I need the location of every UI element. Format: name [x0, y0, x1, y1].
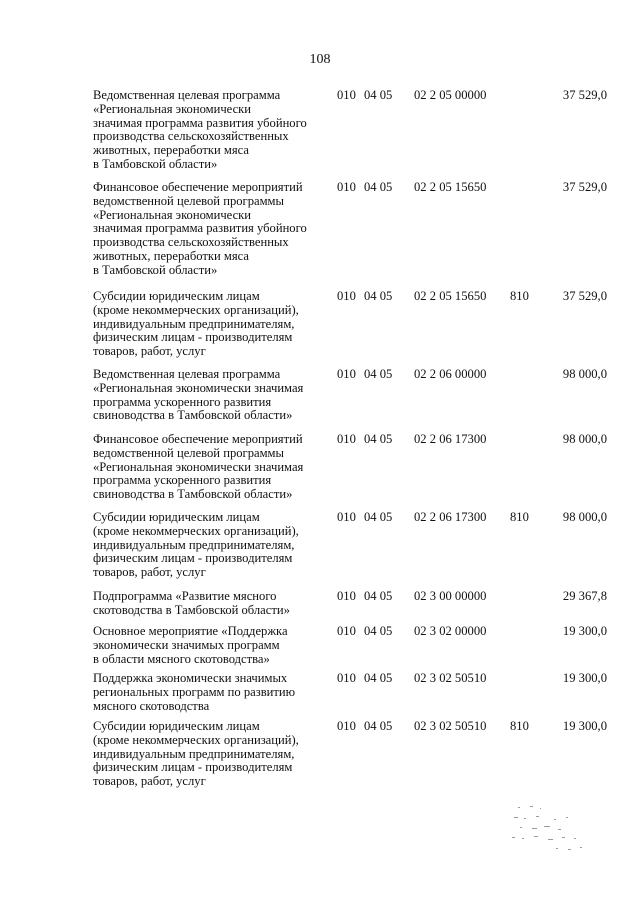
scan-noise-marks: [510, 803, 600, 863]
section-code: 04 05: [364, 719, 393, 733]
row-name-line: индивидуальным предпринимателям,: [93, 537, 295, 552]
program-code: 02 3 02 50510: [414, 719, 487, 733]
program-code: 02 2 06 00000: [414, 367, 487, 381]
row-name-line: физическим лицам - производителям: [93, 551, 293, 566]
row-name-line: Ведомственная целевая программа: [93, 367, 281, 381]
section-code: 04 05: [364, 510, 393, 524]
row-name-line: индивидуальным предпринимателям,: [93, 746, 295, 761]
amount: 37 529,0: [562, 180, 607, 194]
row-name: [93, 368, 331, 423]
row-name: [93, 433, 331, 502]
row-name-line: региональных программ по развитию: [93, 684, 296, 699]
row-name-line: производства сельскохозяйственных: [93, 129, 289, 144]
admin-code: 010: [337, 367, 356, 381]
admin-code: 010: [337, 88, 356, 102]
row-name: [93, 720, 331, 789]
page-number: 108: [309, 52, 331, 67]
admin-code: 010: [337, 180, 356, 194]
expense-type-code: 810: [510, 289, 529, 303]
amount: 19 300,0: [562, 671, 607, 685]
section-code: 04 05: [364, 88, 393, 102]
row-name-line: ведомственной целевой программы: [93, 445, 284, 460]
admin-code: 010: [337, 671, 356, 685]
row-name-line: Субсидии юридическим лицам: [93, 510, 260, 524]
row-name-line: физическим лицам - производителям: [93, 330, 293, 345]
amount: 98 000,0: [562, 510, 607, 524]
row-name-line: свиноводства в Тамбовской области»: [93, 487, 293, 502]
row-name-line: «Региональная экономически: [93, 207, 252, 222]
program-code: 02 2 05 15650: [414, 289, 487, 303]
section-code: 04 05: [364, 671, 393, 685]
row-name-line: в области мясного скотоводства»: [93, 651, 270, 666]
section-code: 04 05: [364, 624, 393, 638]
section-code: 04 05: [364, 432, 393, 446]
row-name-line: значимая программа развития убойного: [93, 115, 307, 130]
program-code: 02 3 02 50510: [414, 671, 487, 685]
row-name: [93, 290, 331, 359]
row-name-line: Субсидии юридическим лицам: [93, 719, 260, 733]
row-name: [93, 181, 331, 278]
program-code: 02 2 06 17300: [414, 510, 487, 524]
section-code: 04 05: [364, 367, 393, 381]
amount: 29 367,8: [562, 589, 607, 603]
section-code: 04 05: [364, 180, 393, 194]
row-name-line: индивидуальным предпринимателям,: [93, 316, 295, 331]
row-name-line: физическим лицам - производителям: [93, 760, 293, 775]
row-name-line: товаров, работ, услуг: [93, 774, 206, 789]
table-row: [0, 368, 640, 423]
table-row: [0, 672, 640, 713]
row-name-line: свиноводства в Тамбовской области»: [93, 408, 293, 423]
admin-code: 010: [337, 589, 356, 603]
table-row: [0, 625, 640, 666]
admin-code: 010: [337, 289, 356, 303]
row-name-line: (кроме некоммерческих организаций),: [93, 523, 299, 538]
row-name-line: Субсидии юридическим лицам: [93, 289, 260, 303]
table-row: [0, 433, 640, 502]
row-name-line: Основное мероприятие «Поддержка: [93, 624, 288, 638]
row-name-line: производства сельскохозяйственных: [93, 235, 289, 250]
program-code: 02 2 05 00000: [414, 88, 487, 102]
row-name-line: (кроме некоммерческих организаций),: [93, 302, 299, 317]
table-row: [0, 720, 640, 789]
row-name-line: животных, переработки мяса: [93, 248, 249, 263]
row-name-line: Финансовое обеспечение мероприятий: [93, 432, 303, 446]
row-name-line: животных, переработки мяса: [93, 143, 249, 158]
row-name-line: программа ускоренного развития: [93, 473, 272, 488]
amount: 37 529,0: [562, 88, 607, 102]
row-name-line: Поддержка экономически значимых: [93, 671, 288, 685]
row-name-line: мясного скотоводства: [93, 698, 210, 713]
row-name-line: товаров, работ, услуг: [93, 565, 206, 580]
row-name: [93, 89, 331, 172]
program-code: 02 2 06 17300: [414, 432, 487, 446]
row-name-line: «Региональная экономически значимая: [93, 459, 304, 474]
row-name: [93, 672, 331, 713]
row-name-line: Финансовое обеспечение мероприятий: [93, 180, 303, 194]
admin-code: 010: [337, 624, 356, 638]
row-name-line: экономически значимых программ: [93, 637, 280, 652]
program-code: 02 3 00 00000: [414, 589, 487, 603]
table-row: [0, 590, 640, 618]
row-name-line: скотоводства в Тамбовской области»: [93, 602, 290, 617]
amount: 98 000,0: [562, 367, 607, 381]
amount: 19 300,0: [562, 719, 607, 733]
table-row: [0, 511, 640, 580]
row-name: [93, 625, 331, 666]
row-name-line: значимая программа развития убойного: [93, 221, 307, 236]
section-code: 04 05: [364, 289, 393, 303]
row-name-line: «Региональная экономически: [93, 101, 252, 116]
row-name-line: программа ускоренного развития: [93, 394, 272, 409]
section-code: 04 05: [364, 589, 393, 603]
table-row: [0, 181, 640, 278]
row-name-line: Ведомственная целевая программа: [93, 88, 281, 102]
row-name-line: «Региональная экономически значимая: [93, 380, 304, 395]
amount: 19 300,0: [562, 624, 607, 638]
table-row: [0, 290, 640, 359]
expense-type-code: 810: [510, 719, 529, 733]
table-row: [0, 89, 640, 172]
amount: 37 529,0: [562, 289, 607, 303]
expense-type-code: 810: [510, 510, 529, 524]
program-code: 02 2 05 15650: [414, 180, 487, 194]
row-name-line: (кроме некоммерческих организаций),: [93, 732, 299, 747]
amount: 98 000,0: [562, 432, 607, 446]
admin-code: 010: [337, 432, 356, 446]
program-code: 02 3 02 00000: [414, 624, 487, 638]
row-name-line: в Тамбовской области»: [93, 262, 218, 277]
row-name-line: Подпрограмма «Развитие мясного: [93, 589, 277, 603]
admin-code: 010: [337, 719, 356, 733]
row-name: [93, 590, 331, 618]
row-name: [93, 511, 331, 580]
admin-code: 010: [337, 510, 356, 524]
row-name-line: в Тамбовской области»: [93, 156, 218, 171]
row-name-line: ведомственной целевой программы: [93, 193, 284, 208]
row-name-line: товаров, работ, услуг: [93, 344, 206, 359]
